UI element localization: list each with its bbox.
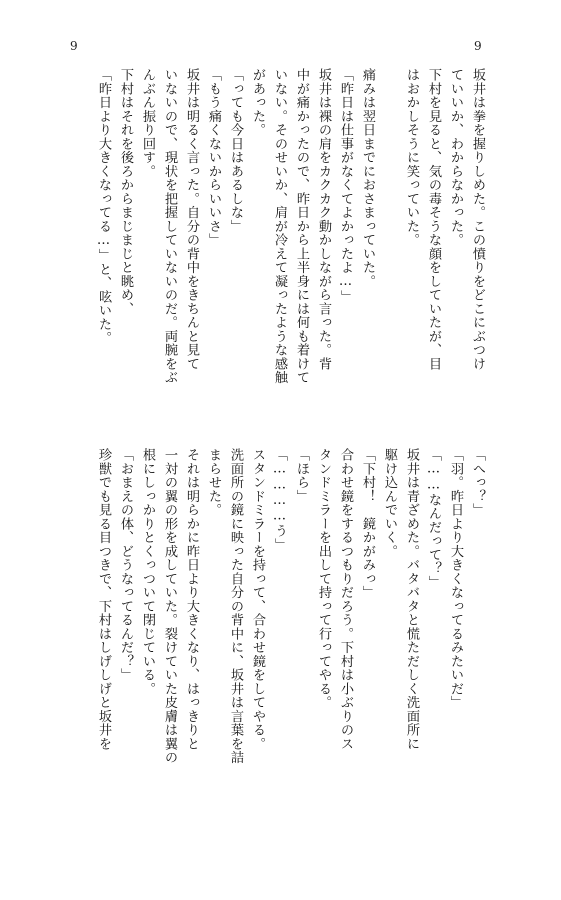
text-line: 中が痛かったので、昨日から上半身には何も着けて bbox=[294, 68, 309, 385]
text-line: 「……なんだって？」 bbox=[426, 448, 441, 590]
page-number-right: 9 bbox=[474, 39, 482, 53]
text-line: 一対の翼の形を成していた。裂けていた皮膚は翼の bbox=[162, 448, 177, 765]
text-line: それは明らかに昨日より大きくなり、はっきりと bbox=[184, 448, 199, 751]
text-line: 合わせ鏡をするつもりだろう。下村は小ぶりのス bbox=[338, 448, 353, 751]
text-line: 痛みは翌日までにおさまっていた。 bbox=[360, 68, 375, 288]
text-line: 「昨日より大きくなってる…」と、呟いた。 bbox=[96, 68, 111, 345]
text-line: 下村を見ると、気の毒そうな顔をしていたが、目 bbox=[426, 68, 441, 371]
text-line: 「ほら」 bbox=[294, 448, 309, 503]
text-line: いない。そのせいか、肩が冷えて凝ったような感触 bbox=[272, 68, 287, 385]
text-line: 「昨日は仕事がなくてよかったよ…」 bbox=[338, 68, 353, 304]
text-line: があった。 bbox=[250, 68, 265, 137]
text-line bbox=[378, 68, 400, 404]
text-line: スタンドミラーを持って、合わせ鏡をしてやる。 bbox=[250, 448, 265, 751]
text-line: 珍獣でも見る目つきで、下村はしげしげと坂井を bbox=[96, 448, 111, 751]
text-band-bottom bbox=[62, 448, 488, 840]
text-band-top bbox=[62, 68, 488, 404]
text-line: 「おまえの体、どうなってるんだ？」 bbox=[118, 448, 133, 682]
text-line: 「…………う」 bbox=[272, 448, 287, 552]
text-line: 下村はそれを後ろからまじまじと眺め、 bbox=[118, 68, 133, 316]
text-line: 「下村！ 鏡かがみっ」 bbox=[360, 448, 375, 600]
text-line: 根にしっかりとくっついて閉じている。 bbox=[140, 448, 155, 696]
text-line: 「っても今日はあるしな」 bbox=[228, 68, 243, 233]
text-line: 坂井は拳を握りしめた。この憤りをどこにぶつけ bbox=[470, 68, 485, 371]
text-line: いないので、現状を把握していないのだ。両腕をぶ bbox=[162, 68, 177, 385]
text-line: 坂井は青ざめた。バタバタと慌ただしく洗面所に bbox=[404, 448, 419, 751]
text-line: 洗面所の鏡に映った自分の背中に、坂井は言葉を詰 bbox=[228, 448, 243, 765]
text-line: まらせた。 bbox=[206, 448, 221, 517]
text-line: 「もう痛くないからいいさ」 bbox=[206, 68, 221, 247]
page-number-left: 9 bbox=[70, 39, 78, 53]
text-line: 坂井は明るく言った。自分の背中をきちんと見て bbox=[184, 68, 199, 371]
text-line: 坂井は裸の肩をカクカク動かしながら言った。背 bbox=[316, 68, 331, 371]
text-line: タンドミラーを出して持って行ってやる。 bbox=[316, 448, 331, 710]
text-line: 「羽。昨日より大きくなってるみたいだ」 bbox=[448, 448, 463, 710]
text-line: 「へっ？」 bbox=[470, 448, 485, 517]
text-line: んぶん振り回す。 bbox=[140, 68, 155, 178]
text-line: ていいか、わからなかった。 bbox=[448, 68, 463, 247]
text-line: 駆け込んでいく。 bbox=[382, 448, 397, 558]
text-line: はおかしそうに笑っていた。 bbox=[404, 68, 419, 247]
